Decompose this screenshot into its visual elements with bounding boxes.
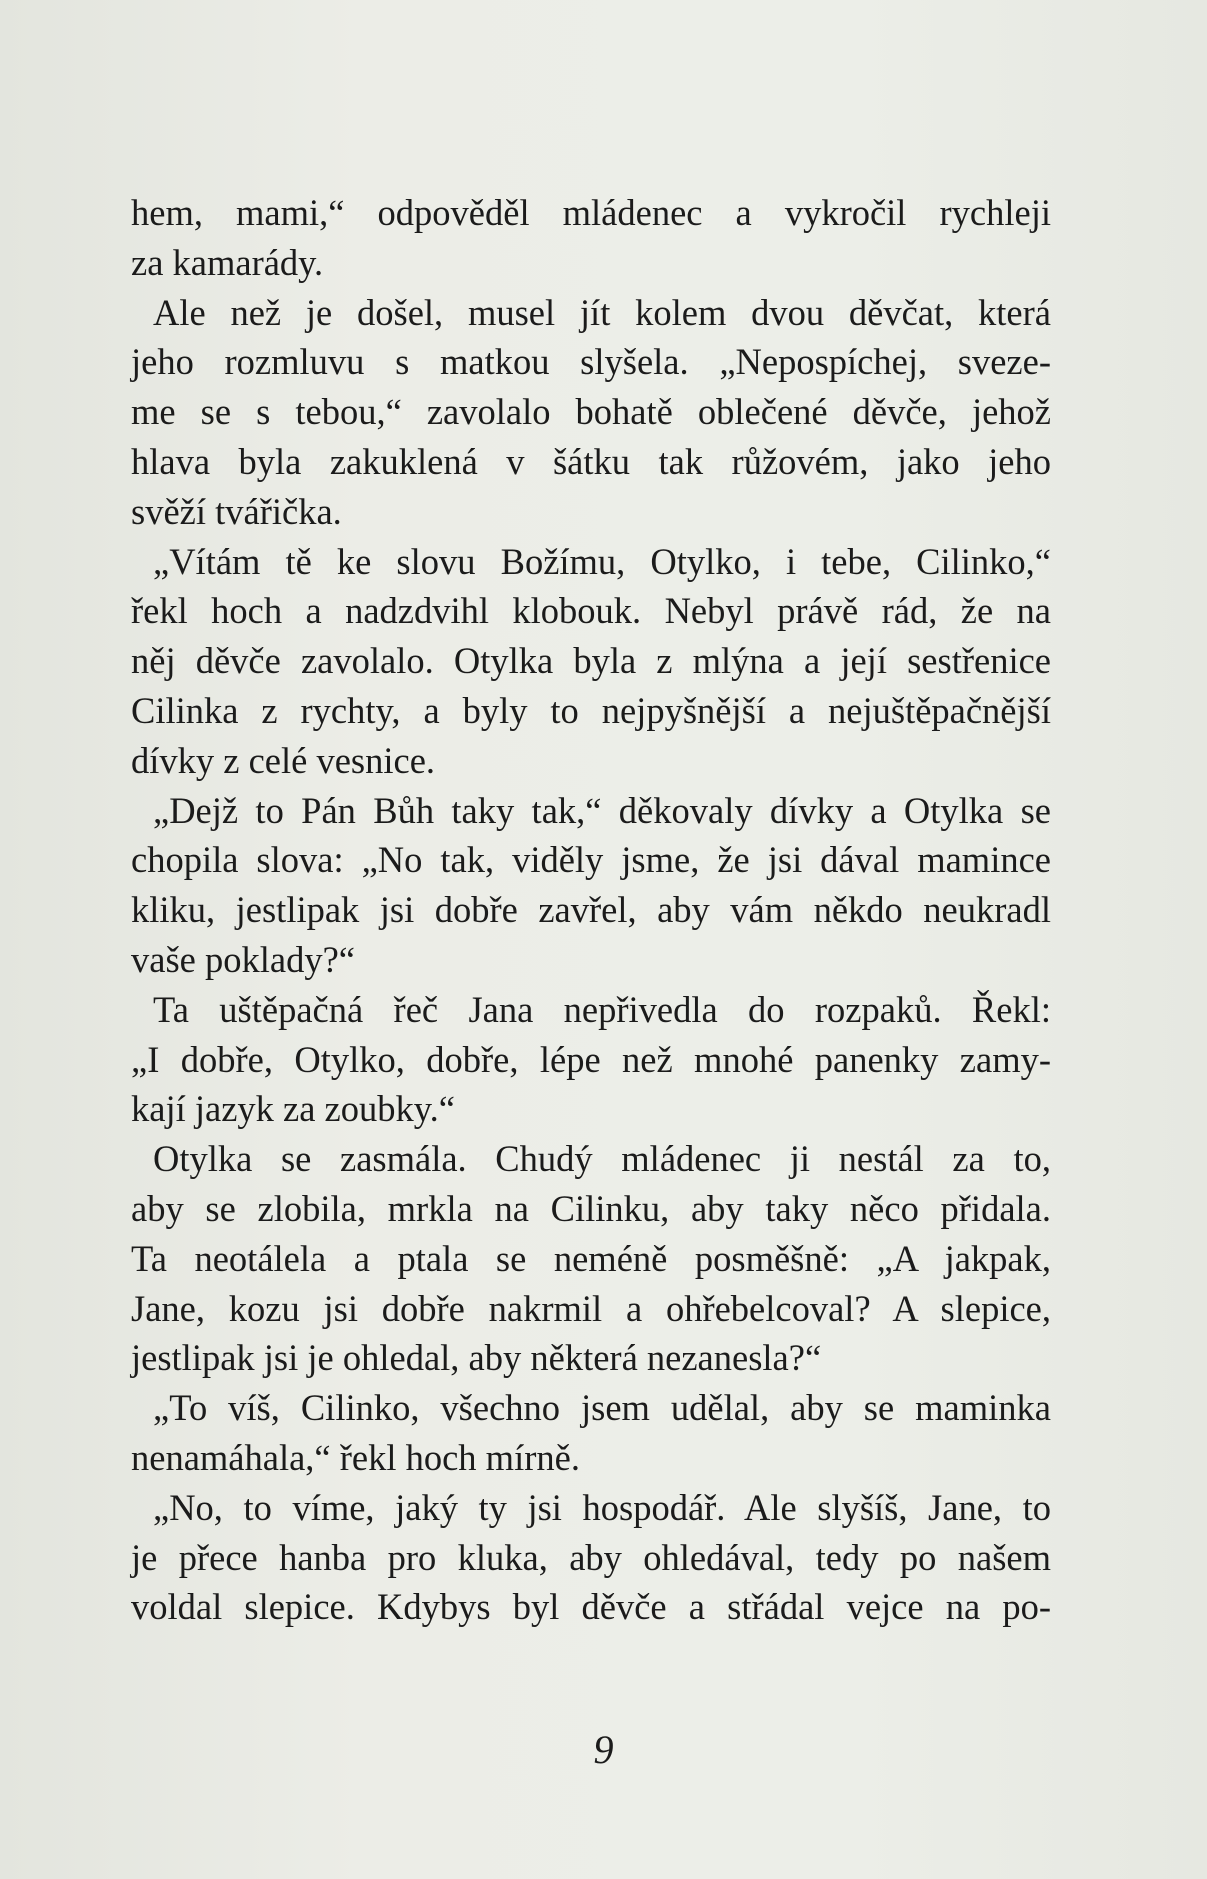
text-line: me se s tebou,“ zavolalo bohatě oblečené děvče, jehož (131, 391, 1051, 433)
page-number: 9 (593, 1727, 614, 1772)
text-line: „Dejž to Pán Bůh taky tak,“ děkovaly dívky a Otylka se (153, 789, 1051, 831)
text-line: Ale než je došel, musel jít kolem dvou děvčat, která (153, 291, 1051, 333)
text-line: aby se zlobila, mrkla na Cilinku, aby taky něco přidala. (131, 1187, 1051, 1229)
text-line: vaše poklady?“ (131, 938, 355, 980)
text-line: Jane, kozu jsi dobře nakrmil a ohřebelcoval? A slepice, (131, 1287, 1051, 1329)
text-line: „I dobře, Otylko, dobře, lépe než mnohé panenky zamy- (131, 1038, 1051, 1080)
text-line: Ta neotálela a ptala se neméně posměšně: „A jakpak, (131, 1237, 1051, 1279)
text-line: chopila slova: „No tak, viděly jsme, že jsi dával mamince (131, 839, 1051, 881)
text-line: Ta uštěpačná řeč Jana nepřivedla do rozpaků. Řekl: (153, 988, 1051, 1030)
text-line: kliku, jestlipak jsi dobře zavřel, aby vám někdo neukradl (131, 889, 1051, 931)
text-line: Otylka se zasmála. Chudý mládenec ji nestál za to, (153, 1138, 1051, 1180)
text-line: kají jazyk za zoubky.“ (131, 1088, 455, 1130)
body-text (131, 188, 1051, 1632)
text-line: „No, to víme, jaký ty jsi hospodář. Ale slyšíš, Jane, to (153, 1486, 1051, 1528)
text-line: něj děvče zavolalo. Otylka byla z mlýna a její sestřenice (131, 640, 1051, 682)
text-line: svěží tvářička. (131, 490, 342, 532)
text-line: dívky z celé vesnice. (131, 739, 436, 781)
text-line: hlava byla zakuklená v šátku tak růžovém, jako jeho (131, 440, 1051, 482)
text-line: za kamarády. (131, 241, 324, 283)
text-line: nenamáhala,“ řekl hoch mírně. (131, 1436, 580, 1478)
text-line: „To víš, Cilinko, všechno jsem udělal, aby se maminka (153, 1387, 1051, 1429)
text-line: řekl hoch a nadzdvihl klobouk. Nebyl právě rád, že na (131, 590, 1051, 632)
text-line: voldal slepice. Kdybys byl děvče a střádal vejce na po- (131, 1586, 1051, 1628)
text-line: jestlipak jsi je ohledal, aby některá nezanesla?“ (131, 1337, 822, 1379)
text-line: hem, mami,“ odpověděl mládenec a vykročil rychleji (131, 192, 1051, 233)
text-line: Cilinka z rychty, a byly to nejpyšnější a nejuštěpačnější (131, 689, 1051, 731)
text-line: je přece hanba pro kluka, aby ohledával, tedy po našem (131, 1536, 1051, 1578)
text-line: jeho rozmluvu s matkou slyšela. „Nepospíchej, sveze- (131, 341, 1051, 383)
text-line: „Vítám tě ke slovu Božímu, Otylko, i tebe, Cilinko,“ (153, 540, 1051, 582)
